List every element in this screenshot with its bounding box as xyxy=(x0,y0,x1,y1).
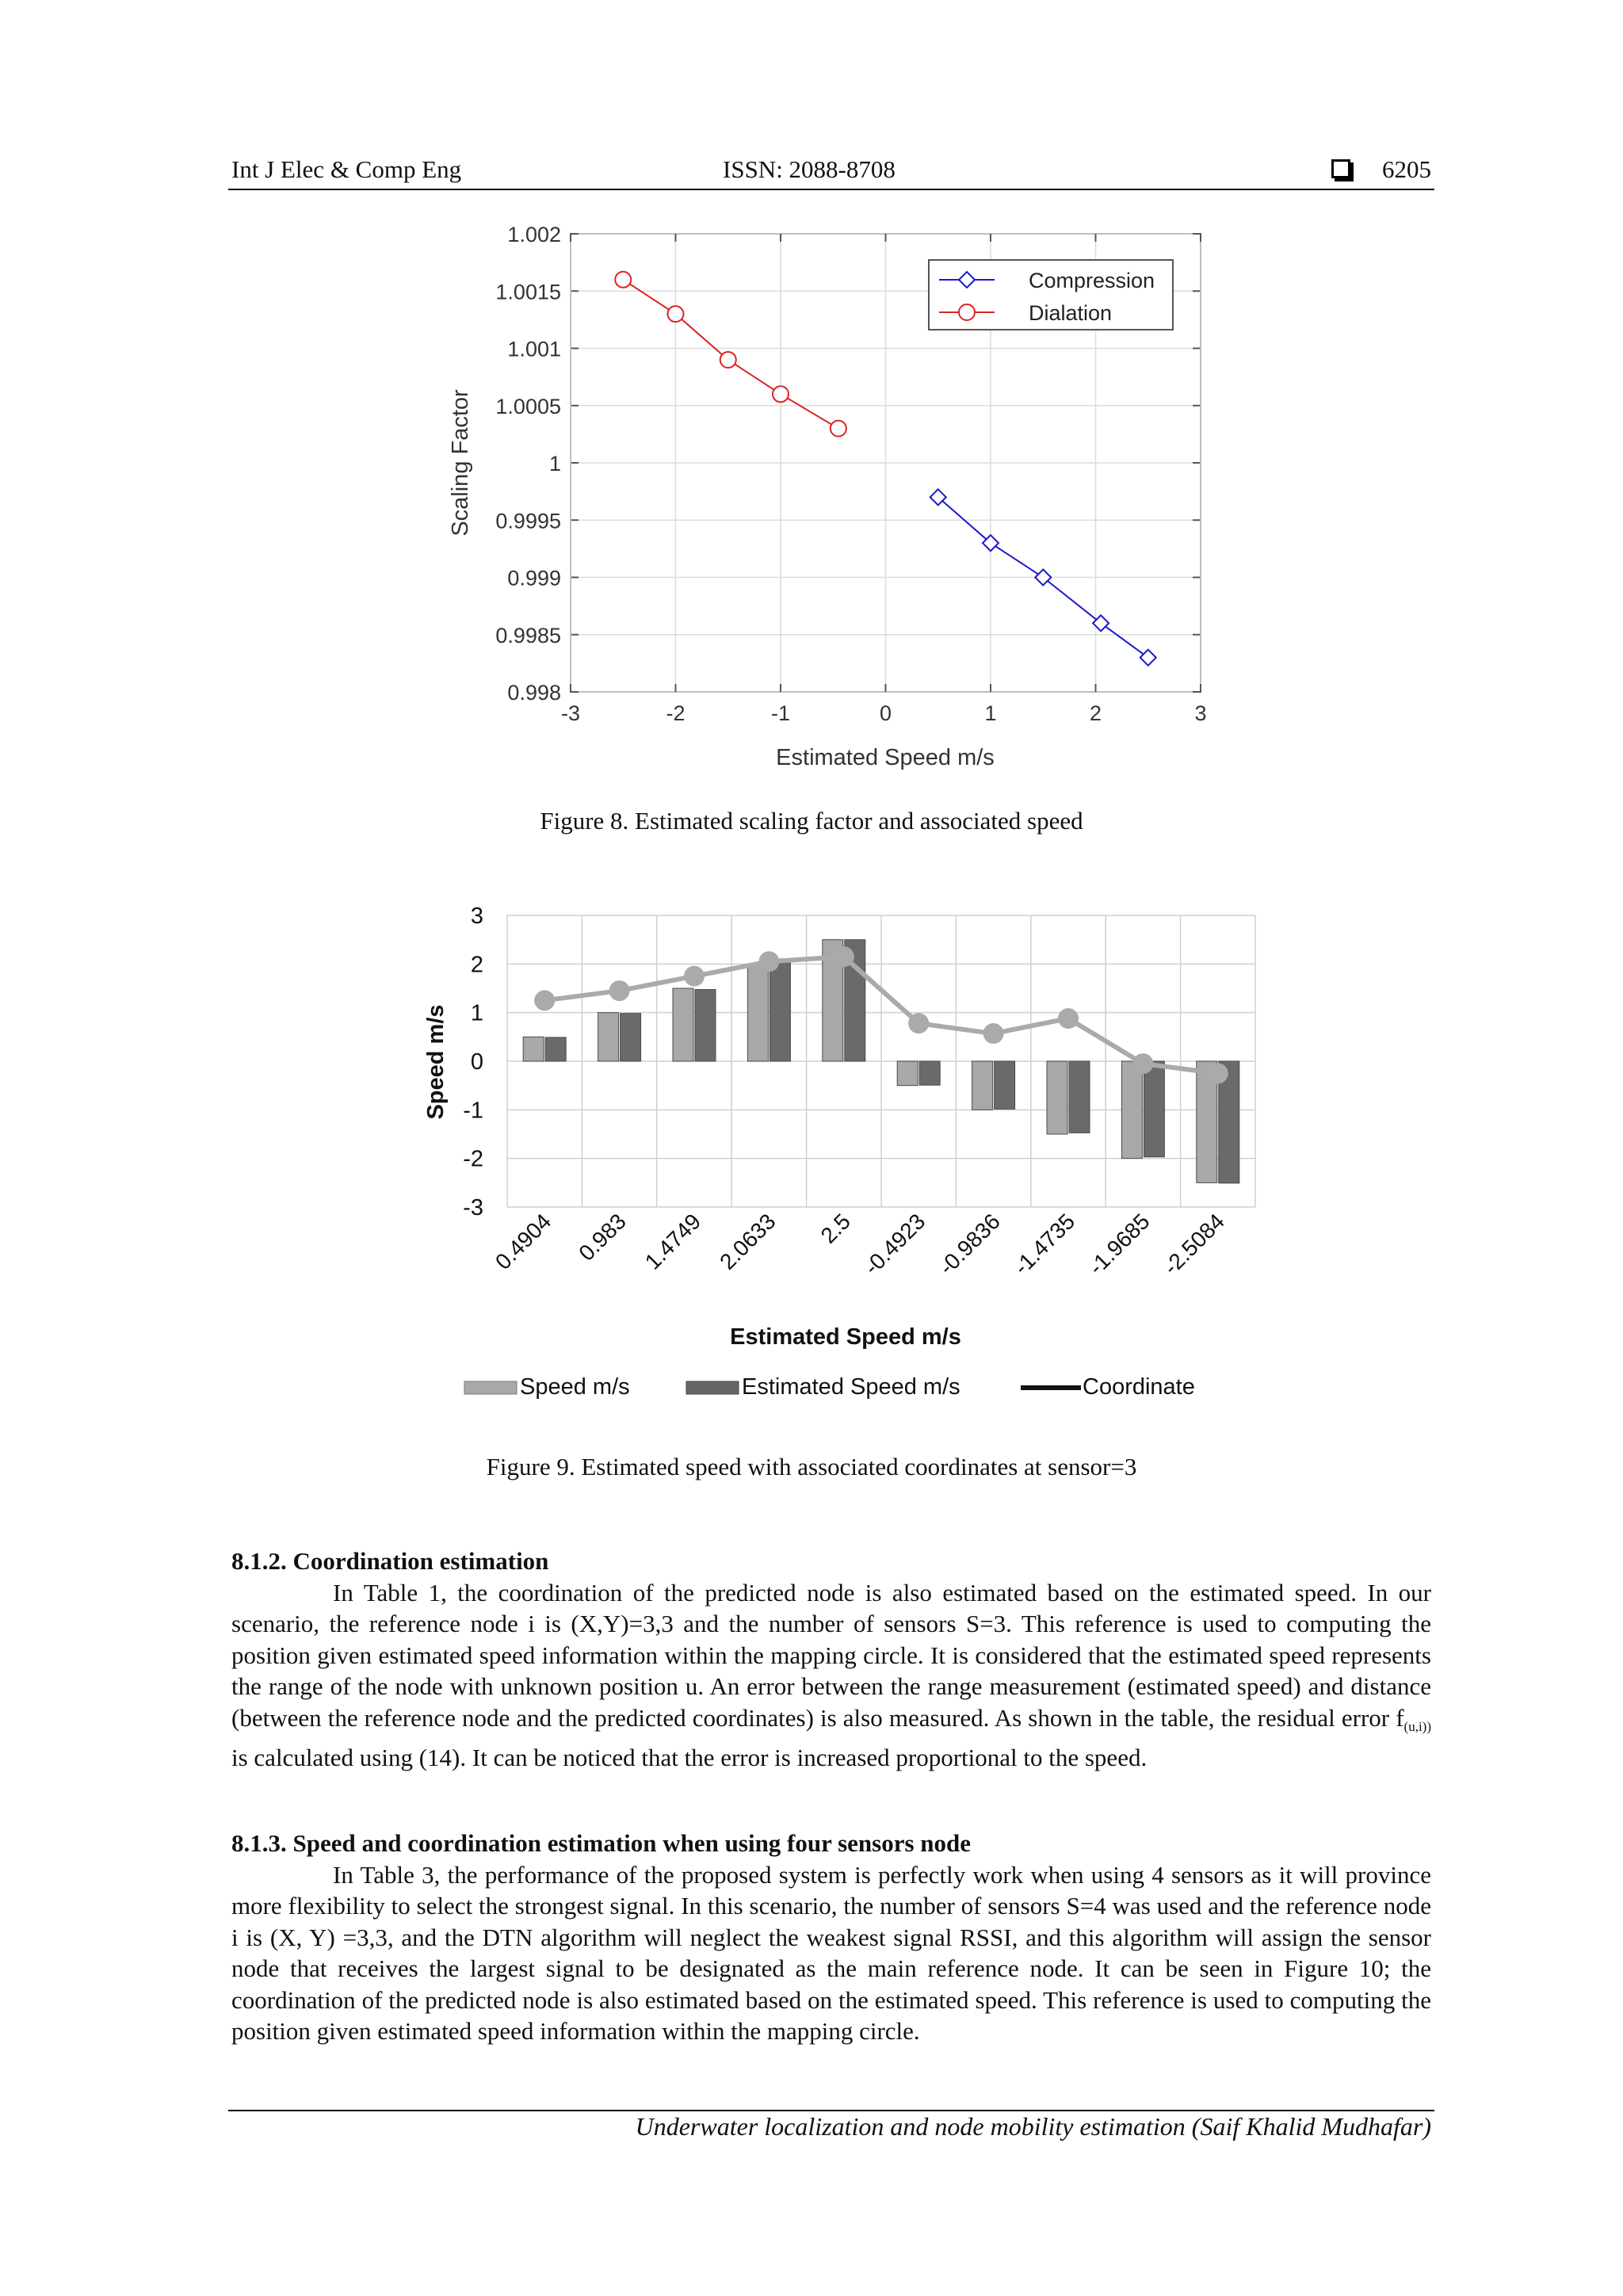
coordinate-point xyxy=(908,1013,929,1033)
header-page-block xyxy=(1331,155,1431,184)
x-tick-label: 0.983 xyxy=(574,1209,631,1266)
data-point-dialation xyxy=(831,421,846,437)
estimated-speed-bar xyxy=(1069,1061,1090,1133)
x-tick-label: -1.9685 xyxy=(1083,1209,1155,1280)
section-8-1-3-heading: 8.1.3. Speed and coordination estimation when using four sensors node xyxy=(231,1829,972,1857)
y-tick-label: 0.9985 xyxy=(495,623,561,648)
speed-bar xyxy=(523,1037,544,1061)
y-tick-label: 2 xyxy=(470,952,483,978)
footer-running-title: Underwater localization and node mobility estimation (Saif Khalid Mudhafar) xyxy=(635,2112,1431,2141)
coordinate-point xyxy=(1058,1008,1079,1029)
y-tick-label: 0.998 xyxy=(507,681,561,705)
paragraph-text: In Table 3, the performance of the proposed system is perfectly work when using 4 sensors as it will province more flexibility to select the strongest signal. In this scenario, the number of sensors S=4 was used and the reference node i is (X, Y) =3,3, and the DTN algorithm will neglect the weakest signal RSSI, and this algorithm will assign the sensor node that receives the largest signal to be designated as the main reference node. It can be seen in Figure 10; the coordination of the predicted node is also estimated based on the estimated speed. This reference is used to computing the position given estimated speed information within the mapping circle. xyxy=(231,1861,1431,2046)
section-8-1-2-paragraph xyxy=(231,1577,1431,1773)
x-tick-label: 2 xyxy=(1089,701,1102,725)
y-tick-label: 0.9995 xyxy=(495,509,561,533)
y-tick-label: 0.999 xyxy=(507,566,561,590)
y-tick-label: 3 xyxy=(470,904,483,929)
y-tick-label: 1.0015 xyxy=(495,280,561,304)
estimated-speed-bar xyxy=(919,1061,940,1085)
x-tick-label: -1 xyxy=(770,701,791,725)
x-tick-label: 2.0633 xyxy=(715,1209,781,1274)
y-axis-label: Scaling Factor xyxy=(448,389,473,537)
header-rule xyxy=(228,189,1434,190)
estimated-speed-bar xyxy=(621,1014,641,1061)
header-page-number: 6205 xyxy=(1382,155,1431,183)
legend-coordinate: Coordinate xyxy=(1083,1374,1195,1400)
square-bullet-icon xyxy=(1331,159,1350,178)
x-tick-label: -1.4735 xyxy=(1009,1209,1080,1280)
y-tick-label: 0 xyxy=(470,1049,483,1075)
x-axis-label: Estimated Speed m/s xyxy=(730,1324,961,1350)
y-axis-label: Speed m/s xyxy=(423,1004,449,1120)
x-tick-label: 1.4749 xyxy=(640,1209,706,1274)
figure-8-chart xyxy=(428,214,1228,785)
x-tick-label: -0.9836 xyxy=(934,1209,1005,1280)
x-tick-label: 1 xyxy=(984,701,997,725)
paragraph-text-end: is calculated using (14). It can be noticed that the error is increased proportional to the speed. xyxy=(231,1744,1148,1772)
legend-speed-swatch xyxy=(464,1381,517,1394)
estimated-speed-bar xyxy=(545,1037,566,1061)
paragraph-text: In Table 1, the coordination of the predicted node is also estimated based on the estimated speed. In our scenario, the reference node i is (X,Y)=3,3 and the number of sensors S=3. This reference is used to computing the position given estimated speed information within the mapping circle. It is considered that the estimated speed represents the range of the node with unknown position u. An error between the range measurement (estimated speed) and distance (between the reference node and the predicted coordinates) is also measured. As shown in the table, the residual error f xyxy=(231,1579,1431,1732)
x-axis-label: Estimated Speed m/s xyxy=(776,745,995,770)
speed-bar xyxy=(1047,1061,1067,1134)
subscript: (u,i)) xyxy=(1403,1718,1431,1734)
legend-circle-marker xyxy=(959,304,975,320)
speed-bar xyxy=(747,964,768,1061)
y-tick-label: -3 xyxy=(463,1195,483,1221)
figure-8-caption: Figure 8. Estimated scaling factor and associated speed xyxy=(540,807,1083,835)
x-tick-label: 2.5 xyxy=(815,1209,856,1248)
coordinate-point xyxy=(534,990,555,1010)
figure-9-caption: Figure 9. Estimated speed with associated coordinates at sensor=3 xyxy=(486,1453,1137,1480)
coordinate-point xyxy=(758,951,779,972)
data-point-dialation xyxy=(668,306,684,322)
header-issn: ISSN: 2088-8708 xyxy=(723,155,896,183)
data-point-dialation xyxy=(615,272,631,288)
x-tick-label: 0 xyxy=(879,701,892,725)
speed-bar xyxy=(897,1061,918,1086)
speed-bar xyxy=(673,988,693,1061)
x-tick-label: 3 xyxy=(1194,701,1207,725)
coordinate-point xyxy=(609,980,630,1001)
estimated-speed-bar xyxy=(695,990,716,1061)
coordinate-point xyxy=(1132,1053,1153,1074)
y-tick-label: -2 xyxy=(463,1146,483,1172)
data-point-dialation xyxy=(773,386,789,402)
x-tick-label: -2.5084 xyxy=(1158,1209,1230,1280)
speed-bar xyxy=(598,1013,619,1061)
section-8-1-2-heading: 8.1.2. Coordination estimation xyxy=(231,1547,549,1575)
legend-speed: Speed m/s xyxy=(520,1374,630,1400)
estimated-speed-bar xyxy=(1144,1061,1164,1157)
data-point-dialation xyxy=(720,352,736,368)
x-tick-label: -2 xyxy=(666,701,685,725)
coordinate-point xyxy=(684,966,705,987)
y-tick-label: 1.001 xyxy=(507,337,561,361)
legend-estimated-swatch xyxy=(686,1381,739,1394)
y-tick-label: 1 xyxy=(470,1000,483,1026)
legend xyxy=(929,260,1173,330)
legend-compression: Compression xyxy=(1029,269,1155,292)
estimated-speed-bar xyxy=(995,1061,1015,1109)
figure-9-chart xyxy=(420,892,1292,1415)
coordinate-point xyxy=(834,946,854,967)
speed-bar xyxy=(972,1061,993,1110)
y-tick-label: -1 xyxy=(463,1098,483,1124)
header-journal: Int J Elec & Comp Eng xyxy=(231,155,462,183)
section-8-1-3-paragraph xyxy=(231,1859,1431,2046)
estimated-speed-bar xyxy=(769,961,790,1061)
coordinate-point xyxy=(1208,1063,1228,1083)
x-tick-label: -3 xyxy=(560,701,581,725)
legend xyxy=(464,1374,1195,1400)
y-tick-label: 1.0005 xyxy=(495,394,561,418)
x-tick-label: 0.4904 xyxy=(490,1209,556,1274)
y-tick-label: 1.002 xyxy=(507,223,561,246)
speed-bar xyxy=(1121,1061,1142,1159)
x-tick-label: -0.4923 xyxy=(859,1209,930,1280)
y-tick-label: 1 xyxy=(548,452,561,476)
footer-rule xyxy=(228,2110,1434,2111)
legend-dialation: Dialation xyxy=(1029,301,1113,325)
coordinate-point xyxy=(983,1023,1004,1044)
legend-estimated-speed: Estimated Speed m/s xyxy=(742,1374,960,1400)
